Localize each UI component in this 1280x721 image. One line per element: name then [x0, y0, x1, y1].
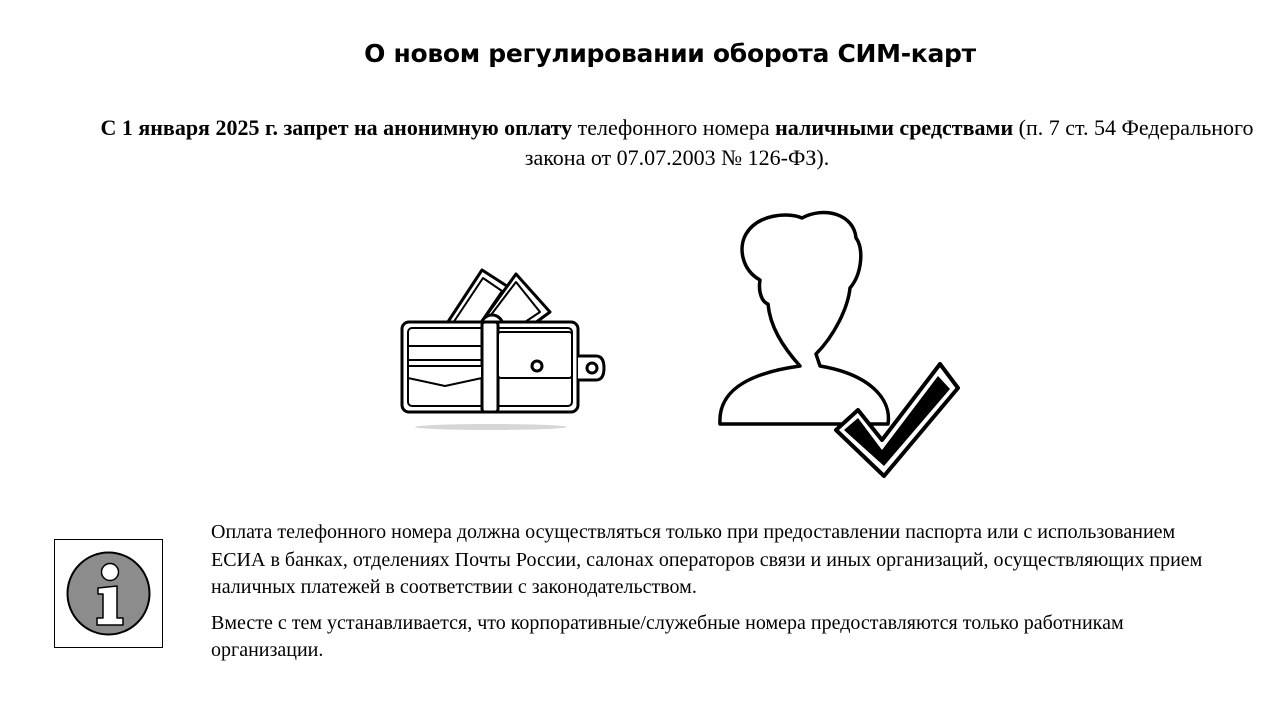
info-icon	[54, 539, 163, 648]
intro-text	[100, 113, 1254, 173]
info-paragraph-corporate: Вместе с тем устанавливается, что корпоративные/служебные номера предоставляются только работникам организации.	[211, 611, 1124, 661]
page-title: О новом регулировании оборота СИМ-карт	[364, 39, 976, 68]
wallet-with-banknotes-icon	[392, 262, 612, 437]
info-notes	[211, 519, 1221, 673]
intro-text-phone: телефонного номера	[572, 115, 776, 140]
person-with-checkmark-icon	[712, 208, 968, 484]
intro-text-law: (п. 7 ст. 54 Федерального закона от 07.07.2003 № 126-ФЗ).	[524, 115, 1254, 170]
intro-bold-ban: С 1 января 2025 г. запрет на анонимную оплату	[100, 115, 573, 140]
info-paragraph-passport: Оплата телефонного номера должна осуществляться только при предоставлении паспорта или с использованием ЕСИА в банках, отделениях Почты России, салонах операторов связи и иных организаций, осуществляющих прием наличных платежей в соответствии с законодательством.	[211, 521, 1203, 598]
intro-bold-cash: наличными средствами	[775, 115, 1014, 140]
